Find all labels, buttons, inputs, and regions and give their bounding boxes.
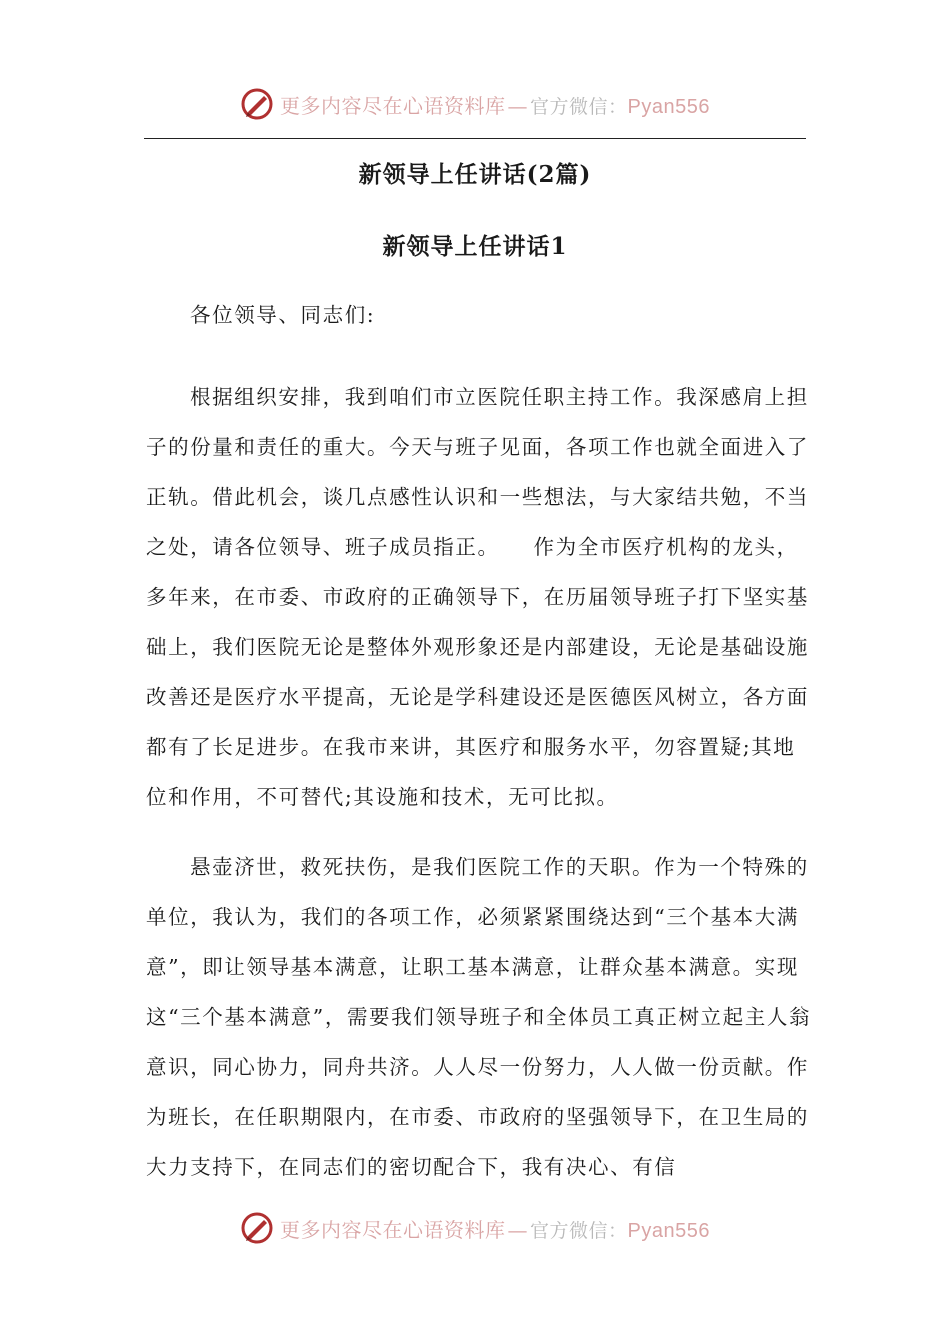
- banner-site: 更多内容尽在心语资料库: [280, 1217, 506, 1242]
- banner-text: [280, 1214, 710, 1243]
- document-title: 新领导上任讲话(2篇): [358, 161, 592, 188]
- banner-wechat-label: 官方微信：: [530, 95, 628, 118]
- section-title: 新领导上任讲话1: [382, 233, 568, 260]
- pen-logo-icon: [240, 87, 274, 121]
- paragraph-text: 悬壶济世，救死扶伤，是我们医院工作的天职。作为一个特殊的单位，我认为，我们的各项工作，必须紧紧围绕达到“三个基本大满意”，即让领导基本满意，让职工基本满意，让群众基本满意。实现这“三个基本满意”，需要我们领导班子和全体员工真正树立起主人翁意识，同心协力，同舟共济。人人尽一份努力，人人做一份贡献。作为班长，在任职期限内，在市委、市政府的坚强领导下，在卫生局的大力支持下，在同志们的密切配合下，我有决心、有信: [146, 855, 812, 1179]
- footer-banner: [0, 1208, 950, 1248]
- banner-dash: —: [507, 93, 528, 118]
- pen-logo-icon: [240, 1211, 274, 1245]
- paragraph-text: 根据组织安排，我到咱们市立医院任职主持工作。我深感肩上担子的份量和责任的重大。今天与班子见面，各项工作也就全面进入了正轨。借此机会，谈几点感性认识和一些想法，与大家结共勉，不当之处，请各位领导、班子成员指正。 作为全市医疗机构的龙头，多年来，在市委、市政府的正确领导下，在历届领导班子打下坚实基础上，我们医院无论是整体外观形象还是内部建设，无论是基础设施改善还是医疗水平提高，无论是学科建设还是医德医风树立，各方面都有了长足进步。在我市来讲，其医疗和服务水平，勿容置疑;其地位和作用，不可替代;其设施和技术，无可比拟。: [146, 385, 809, 809]
- header-banner: [0, 84, 950, 124]
- header-divider: [144, 138, 806, 139]
- banner-wechat-id: Pyan556: [627, 95, 710, 118]
- banner-wechat-label: 官方微信：: [530, 1219, 628, 1242]
- paragraph-1: [146, 372, 812, 822]
- banner-text: [280, 90, 710, 119]
- salutation: 各位领导、同志们:: [190, 303, 376, 327]
- banner-wechat-id: Pyan556: [627, 1219, 710, 1242]
- paragraph-2: [146, 842, 812, 1192]
- banner-site: 更多内容尽在心语资料库: [280, 93, 506, 118]
- banner-dash: —: [507, 1217, 528, 1242]
